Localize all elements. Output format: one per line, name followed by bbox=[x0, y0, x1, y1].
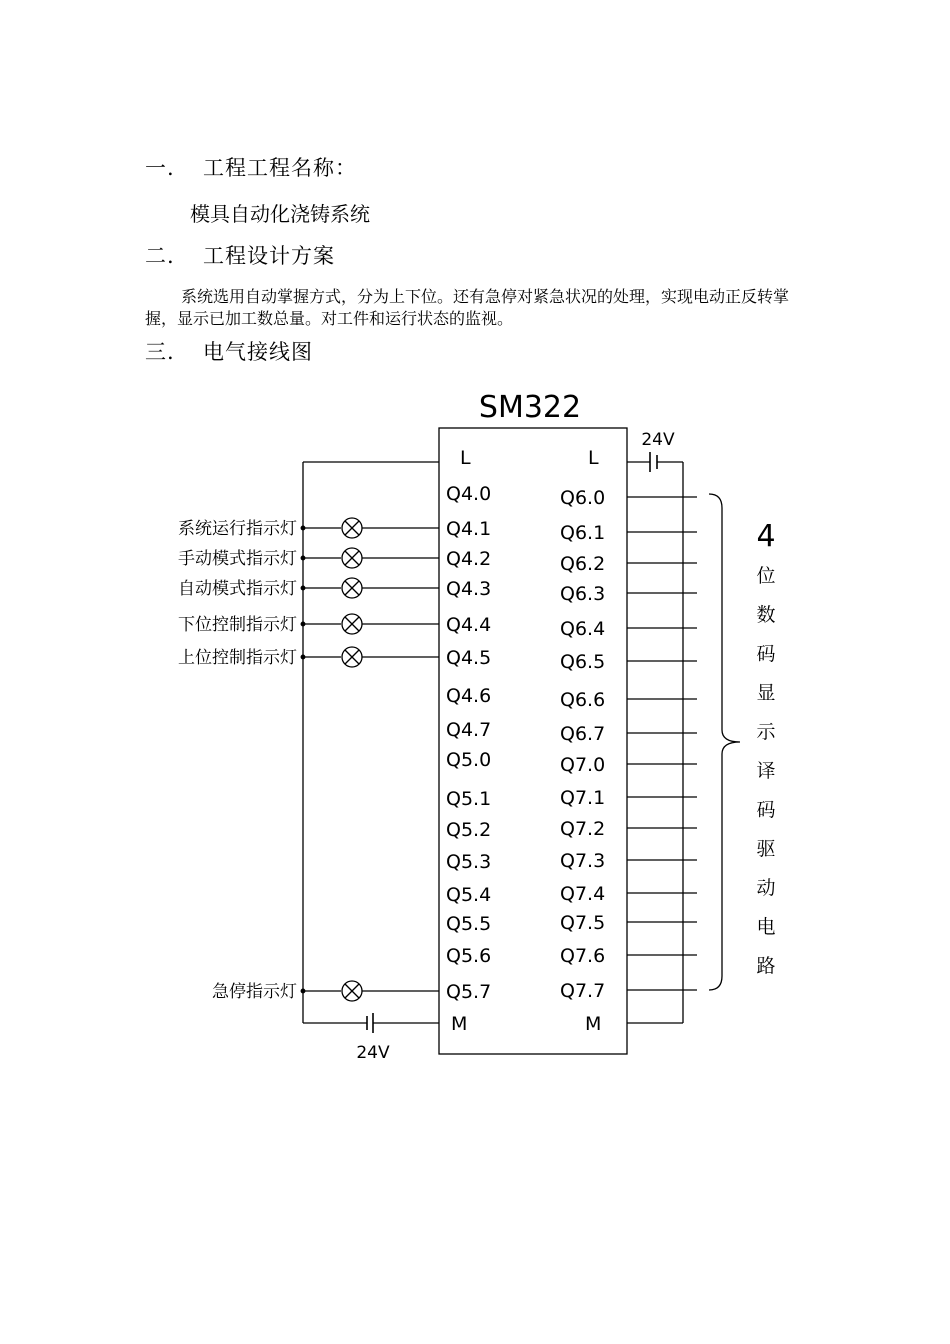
left-pin-label: Q4.6 bbox=[446, 685, 492, 707]
display-label-char: 路 bbox=[756, 955, 776, 977]
left-L-terminal: L bbox=[460, 447, 471, 469]
display-label-char: 示 bbox=[756, 721, 776, 743]
right-pin-label: Q6.1 bbox=[560, 522, 606, 544]
right-pin-label: Q7.3 bbox=[560, 850, 606, 872]
display-label-char: 动 bbox=[756, 877, 776, 899]
module-title: SM322 bbox=[478, 390, 582, 425]
section-1-title: 工程工程名称： bbox=[203, 156, 357, 180]
lamp-label: 手动模式指示灯 bbox=[178, 549, 297, 569]
left-pin-label: Q5.2 bbox=[446, 819, 492, 841]
display-label-char: 电 bbox=[756, 916, 776, 938]
lamp-label: 下位控制指示灯 bbox=[178, 615, 297, 635]
project-name: 模具自动化浇铸系统 bbox=[190, 202, 370, 226]
display-brace bbox=[709, 494, 740, 990]
left-pin-label: Q5.0 bbox=[446, 749, 492, 771]
right-pin-label: Q7.4 bbox=[560, 883, 606, 905]
right-pin-label: Q6.6 bbox=[560, 689, 606, 711]
lamp-label: 上位控制指示灯 bbox=[178, 648, 297, 668]
left-pin-label: Q5.6 bbox=[446, 945, 492, 967]
left-M-terminal: M bbox=[451, 1013, 468, 1035]
left-pin-label: Q4.2 bbox=[446, 548, 492, 570]
right-pin-label: Q7.0 bbox=[560, 754, 606, 776]
left-pin-label: Q4.0 bbox=[446, 483, 492, 505]
lamp-label: 急停指示灯 bbox=[212, 982, 297, 1002]
left-pin-label: Q4.7 bbox=[446, 719, 492, 741]
section-2-number: 二. bbox=[145, 244, 175, 268]
left-pin-label: Q4.3 bbox=[446, 578, 492, 600]
right-pin-label: Q6.4 bbox=[560, 618, 606, 640]
supply-bottom-label: 24V bbox=[356, 1043, 390, 1063]
display-label-char: 数 bbox=[756, 604, 776, 626]
right-pin-label: Q6.7 bbox=[560, 723, 606, 745]
lamp-label: 自动模式指示灯 bbox=[178, 579, 297, 599]
right-pin-label: Q6.3 bbox=[560, 583, 606, 605]
left-pin-label: Q5.3 bbox=[446, 851, 492, 873]
design-description-text: 系统选用自动掌握方式，分为上下位。还有急停对紧急状况的处理，实现电动正反转掌握，显示已加工数总量。对工件和运行状态的监视。 bbox=[145, 287, 790, 328]
right-pin-label: Q7.1 bbox=[560, 787, 606, 809]
right-pin-label: Q7.6 bbox=[560, 945, 606, 967]
section-3-number: 三. bbox=[145, 340, 175, 364]
left-pin-label: Q4.1 bbox=[446, 518, 492, 540]
section-2-title: 工程设计方案 bbox=[203, 244, 335, 268]
right-pin-label: Q6.0 bbox=[560, 487, 606, 509]
display-label-char: 译 bbox=[756, 760, 776, 782]
display-label-char: 码 bbox=[756, 799, 776, 821]
left-pin-label: Q5.1 bbox=[446, 788, 492, 810]
right-M-terminal: M bbox=[585, 1013, 602, 1035]
section-1-number: 一. bbox=[145, 156, 175, 180]
right-pin-label: Q6.2 bbox=[560, 553, 606, 575]
right-pin-label: Q7.5 bbox=[560, 912, 606, 934]
left-pin-label: Q4.5 bbox=[446, 647, 492, 669]
display-digit-count: 4 bbox=[756, 519, 776, 554]
right-pin-label: Q7.7 bbox=[560, 980, 606, 1002]
lamp-label: 系统运行指示灯 bbox=[178, 519, 297, 539]
right-pin-label: Q7.2 bbox=[560, 818, 606, 840]
left-pin-label: Q5.4 bbox=[446, 884, 492, 906]
right-L-terminal: L bbox=[588, 447, 599, 469]
section-3-title: 电气接线图 bbox=[203, 340, 313, 364]
right-pin-label: Q6.5 bbox=[560, 651, 606, 673]
supply-top-label: 24V bbox=[641, 430, 675, 450]
display-label-char: 码 bbox=[756, 643, 776, 665]
left-pin-label: Q4.4 bbox=[446, 614, 492, 636]
left-pin-label: Q5.7 bbox=[446, 981, 492, 1003]
display-label-char: 显 bbox=[756, 682, 776, 704]
display-label-char: 驱 bbox=[756, 838, 776, 860]
display-label-char: 位 bbox=[756, 565, 776, 587]
left-pin-label: Q5.5 bbox=[446, 913, 492, 935]
